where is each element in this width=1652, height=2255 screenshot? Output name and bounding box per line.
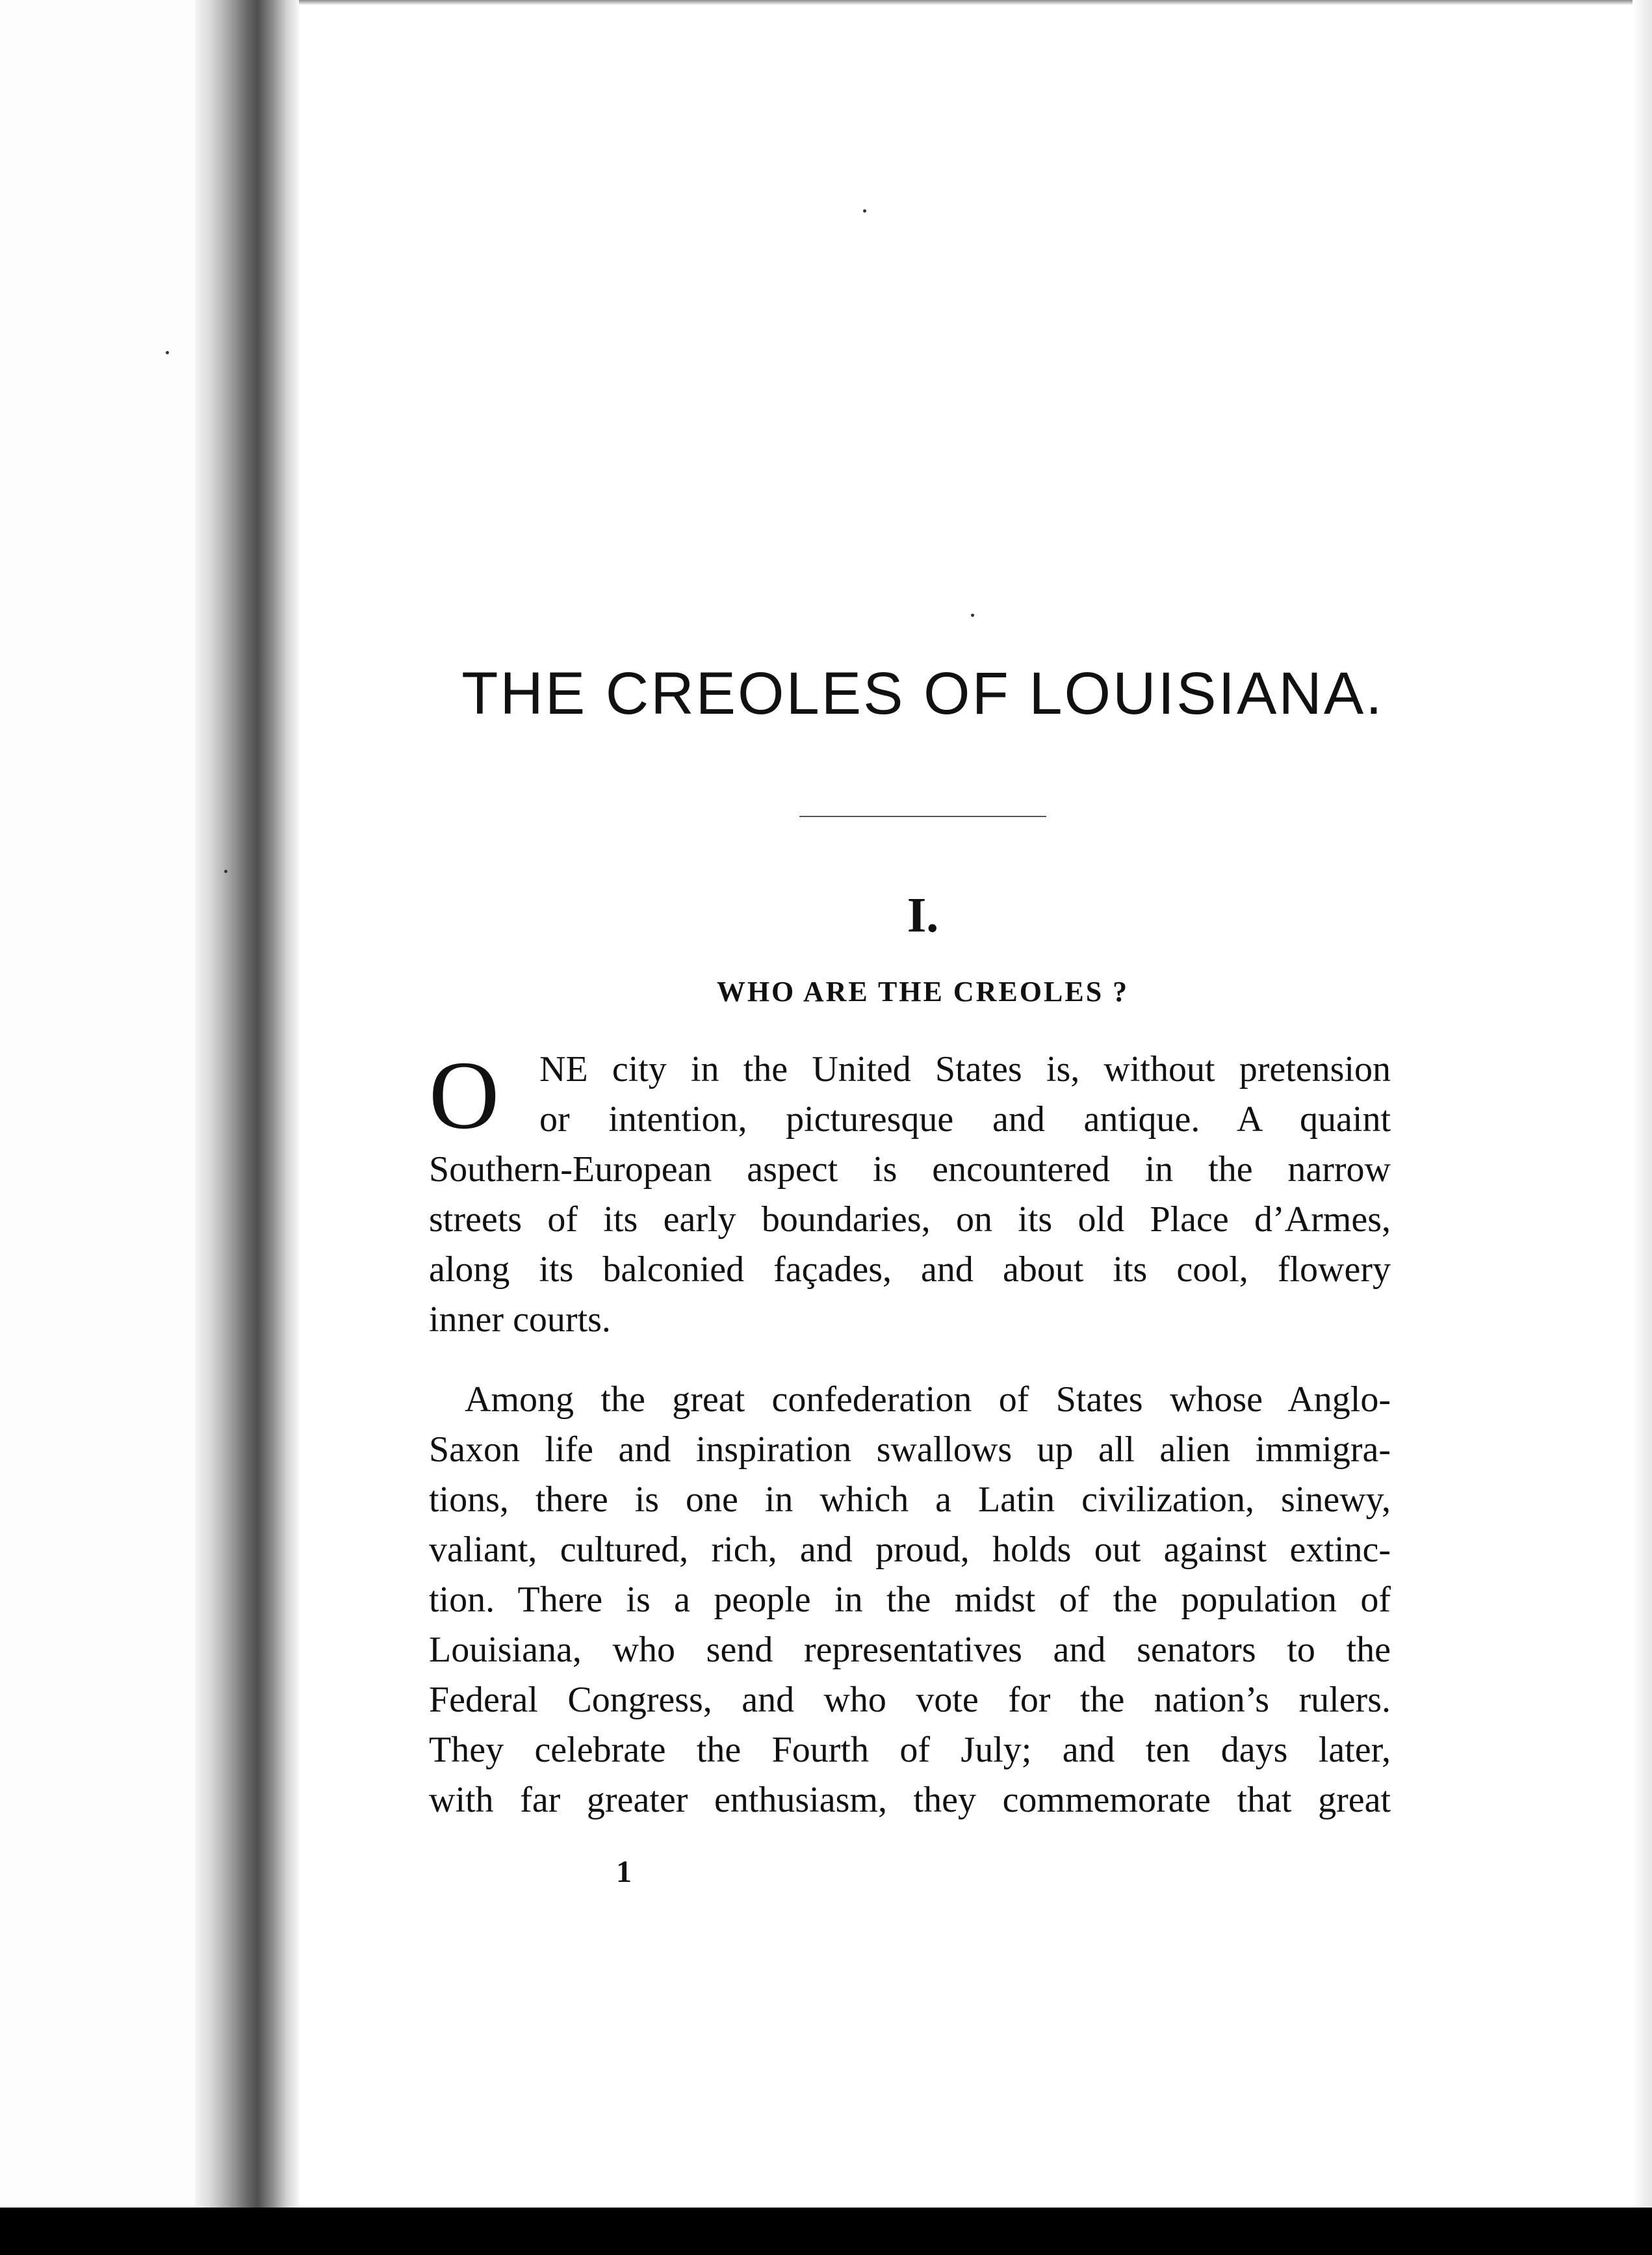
text-line: valiant, cultured, rich, and proud, holds out against extinc-: [429, 1530, 1391, 1570]
book-gutter-shadow: [195, 0, 299, 2255]
text-line: Louisiana, who send representatives and senators to the: [429, 1630, 1391, 1670]
text-line: tions, there is one in which a Latin civilization, sinewy,: [429, 1479, 1391, 1520]
chapter-heading: WHO ARE THE CREOLES ?: [716, 976, 1129, 1008]
page-right-edge: [1633, 0, 1652, 2208]
scan-speck: [971, 614, 974, 617]
text-line: Saxon life and inspiration swallows up all alien immigra-: [429, 1429, 1391, 1470]
scan-speck: [166, 351, 169, 354]
scan-speck: [224, 870, 227, 873]
text-line: with far greater enthusiasm, they commemorate that great: [429, 1780, 1391, 1820]
text-line: streets of its early boundaries, on its old Place d’Armes,: [429, 1199, 1391, 1240]
text-line: Southern-European aspect is encountered in the narrow: [429, 1149, 1391, 1190]
text-line: NE city in the United States is, without pretension: [539, 1049, 1391, 1089]
page-title: THE CREOLES OF LOUISIANA.: [461, 660, 1384, 727]
page-top-edge: [299, 0, 1652, 5]
page-margin-left: [0, 0, 195, 2255]
text-line: They celebrate the Fourth of July; and ten days later,: [429, 1730, 1391, 1770]
text-line: or intention, picturesque and antique. A quaint: [539, 1099, 1391, 1140]
scan-bottom-border: [0, 2208, 1652, 2255]
chapter-number: I.: [907, 888, 939, 943]
text-line: Among the great confederation of States whose Anglo-: [465, 1379, 1391, 1420]
text-line: tion. There is a people in the midst of the population of: [429, 1580, 1391, 1620]
text-line: inner courts.: [429, 1299, 611, 1340]
title-divider: [799, 816, 1046, 817]
page-number: 1: [616, 1855, 632, 1889]
text-line: along its balconied façades, and about its cool, flowery: [429, 1249, 1391, 1290]
text-line: Federal Congress, and who vote for the nation’s rulers.: [429, 1680, 1391, 1720]
drop-cap: O: [429, 1041, 500, 1149]
scan-speck: [863, 209, 866, 213]
